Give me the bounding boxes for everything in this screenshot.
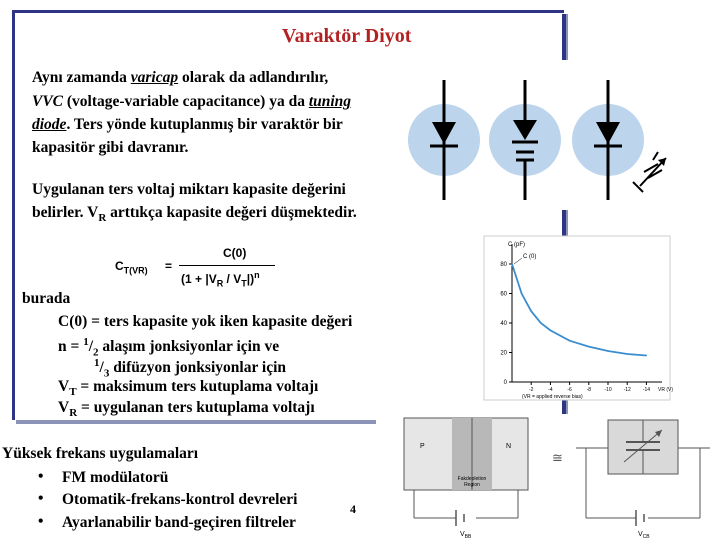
- data-point: [531, 311, 532, 312]
- graph-caption: (VR = applied reverse bias): [522, 394, 583, 400]
- x-tick-label: -2: [528, 387, 534, 393]
- n-label: N: [506, 443, 512, 450]
- where-vr: $V_R$ = uygulanan ters kutuplama voltajı: [58, 399, 315, 420]
- junction-diagram: [376, 414, 720, 540]
- y-axis-label: C (pF): [508, 242, 525, 248]
- data-point: [521, 293, 522, 294]
- fraction-bar: [179, 265, 275, 266]
- y-tick-label: 0: [503, 380, 507, 386]
- curve-label: C (0): [523, 254, 537, 260]
- app-item-1: FM modülatorü: [62, 469, 169, 486]
- x-tick-label: -14: [642, 387, 651, 393]
- y-tick-label: 20: [500, 350, 507, 357]
- intro-line-4: kapasitör gibi davranır.: [32, 139, 189, 156]
- page-title: Varaktör Diyot: [282, 25, 412, 47]
- where-c0: C(0) = ters kapasite yok iken kapasite değeri: [58, 313, 353, 330]
- app-item-3: Ayarlanabilir band-geçiren filtreler: [62, 514, 296, 531]
- x-tick-label: -10: [604, 387, 612, 393]
- data-point: [607, 350, 608, 351]
- data-point: [627, 353, 628, 354]
- app-item-2: Otomatik-frekans-kontrol devreleri: [62, 491, 298, 508]
- x-tick-label: -12: [623, 387, 631, 393]
- y-tick-label: 60: [500, 291, 507, 298]
- apps-heading: Yüksek frekans uygulamaları: [2, 445, 199, 462]
- varactor-symbols: [408, 60, 676, 210]
- formula-lhs: $C_{T(VR)}$: [115, 259, 148, 276]
- data-point: [646, 355, 647, 356]
- where-n-diffusion: $^1/_3$ difüzyon jonksiyonlar için: [94, 357, 287, 380]
- capacitance-formula: [115, 245, 285, 291]
- x-tick-label: -6: [567, 387, 572, 393]
- applied-line-1: Uygulanan ters voltaj miktarı kapasite değerini: [32, 181, 346, 198]
- formula-equals: =: [165, 259, 173, 273]
- data-point: [588, 346, 589, 347]
- vbb-label: $V_{BB}$: [460, 531, 472, 540]
- formula-numerator: C(0): [223, 246, 247, 260]
- intro-line-2: VVC (voltage-variable capacitance) ya da tuning: [32, 93, 352, 110]
- applied-line-2: belirler. $V_R$ arttıkça kapasite değeri düşmektedir.: [32, 204, 357, 225]
- where-n-alloy: $n = ^1/_2$ alaşım jonksiyonlar için ve: [58, 336, 280, 359]
- bullet: •: [38, 513, 44, 530]
- where-heading: burada: [22, 290, 71, 307]
- intro-line-3: diode. Ters yönde kutuplanmış bir varaktör bir: [32, 116, 343, 133]
- x-tick-label: -8: [586, 387, 592, 393]
- intro-line-1: Aynı zamanda varicap olarak da adlandırılır,: [32, 69, 329, 86]
- capacitance-graph: [484, 236, 673, 400]
- x-tick-label: -4: [548, 387, 553, 393]
- vcb-label: $V_{CB}$: [638, 531, 650, 540]
- p-label: P: [420, 443, 425, 450]
- y-tick-label: 40: [500, 321, 507, 327]
- page-number: 4: [350, 502, 356, 516]
- x-axis-unit: VR (V): [658, 387, 673, 393]
- approx-symbol: ≅: [552, 451, 563, 466]
- data-point: [511, 263, 512, 264]
- svg-text:Region: Region: [464, 482, 480, 488]
- bullet: •: [38, 468, 44, 485]
- depletion-label: Fakdepletion: [457, 476, 487, 482]
- y-tick-label: 80: [500, 262, 507, 268]
- bullet: •: [38, 490, 44, 507]
- data-point: [569, 340, 570, 341]
- data-point: [550, 330, 551, 331]
- formula-denominator: $(1 + |V_R / V_T|)^n$: [181, 270, 260, 289]
- where-vt: $V_T$ = maksimum ters kutuplama voltajı: [58, 378, 319, 399]
- data-point: [540, 322, 541, 323]
